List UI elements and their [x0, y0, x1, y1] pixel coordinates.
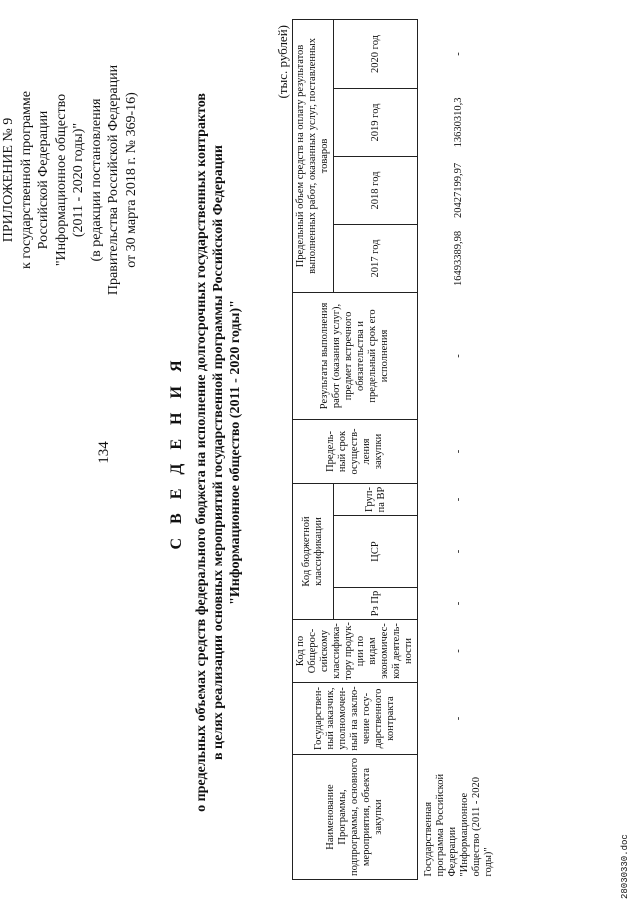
table-row [418, 19, 498, 879]
row-csr: - [453, 549, 464, 554]
header-year-2020: 2020 год [334, 19, 418, 88]
header-group-vr: Груп-па ВР [334, 483, 418, 515]
header-year-2018: 2018 год [334, 156, 418, 224]
document-heading: С В Е Д Е Н И Я [168, 355, 185, 550]
unit-label: (тыс. рублей) [275, 25, 290, 99]
header-csr: ЦСР [334, 516, 418, 588]
row-results: - [453, 354, 464, 358]
document-subtitle [193, 40, 244, 865]
subtitle-line: "Информационное общество (2011 - 2020 годы)" [228, 300, 243, 605]
header-budget-code: Код бюджетной классификации [293, 483, 334, 619]
header-results: Результаты выполнения работ (оказания услуг), предмет встречного обязательства и предельный срок его исполнения [293, 292, 418, 419]
row-2019: 13630310,3 [453, 97, 464, 148]
header-limit: Предельный объем средств на оплату результатов выполненных работ, оказанных услуг, поставленных товаров [293, 19, 334, 292]
row-okpd: - [453, 649, 464, 653]
subtitle-line: в целях реализации основных мероприятий государственной программы Российской Федерации [211, 145, 226, 761]
row-deadline: - [453, 449, 464, 454]
header-customer: Государствен-ный заказчик, уполномочен-ный на заклю-чение госу-дарственного контракта [293, 683, 418, 755]
row-2020: - [453, 52, 464, 56]
row-customer: - [453, 716, 464, 721]
appendix-line: Российской Федерации [36, 110, 51, 250]
header-year-2019: 2019 год [334, 88, 418, 156]
footer-doc-code: 28030330.doc [620, 834, 630, 899]
header-name: Наименование Программы, подпрограммы, основного мероприятия, объекта закупки [293, 755, 418, 880]
appendix-line: "Информационное общество [53, 93, 69, 267]
subtitle-line: о предельных объемах средств федерального бюджета на исполнение долгосрочных государственных контрактов [194, 93, 209, 812]
appendix-line: (в редакции постановления [88, 98, 104, 262]
row-group-vr: - [453, 497, 464, 502]
appendix-block [0, 15, 140, 345]
row-rz-pr: - [453, 601, 464, 606]
appendix-line: (2011 - 2020 годы)" [71, 122, 86, 238]
header-deadline: Предель-ный срок осуществ-ления закупки [293, 419, 418, 483]
header-year-2017: 2017 год [334, 224, 418, 292]
appendix-line: Правительства Российской Федерации [106, 64, 121, 296]
row-2018: 20427199,97 [453, 162, 464, 219]
header-okpd: Код по Общерос-сийскому классифика-тору продук-ции по видам экономичес-кой деятель-ности [293, 620, 418, 683]
appendix-line: ПРИЛОЖЕНИЕ № 9 [1, 117, 16, 243]
row-2017: 16493389,98 [453, 230, 464, 287]
limits-table [292, 19, 497, 880]
appendix-line: к государственной программе [18, 91, 34, 269]
page-number: 134 [96, 441, 112, 464]
row-name: Государственная программа Российской Федерации "Информационное общество (2011 - 2020 годы)" [423, 773, 494, 877]
appendix-line: от 30 марта 2018 г. № 369-16) [123, 92, 139, 268]
header-rz-pr: Рз Пр [334, 588, 418, 620]
